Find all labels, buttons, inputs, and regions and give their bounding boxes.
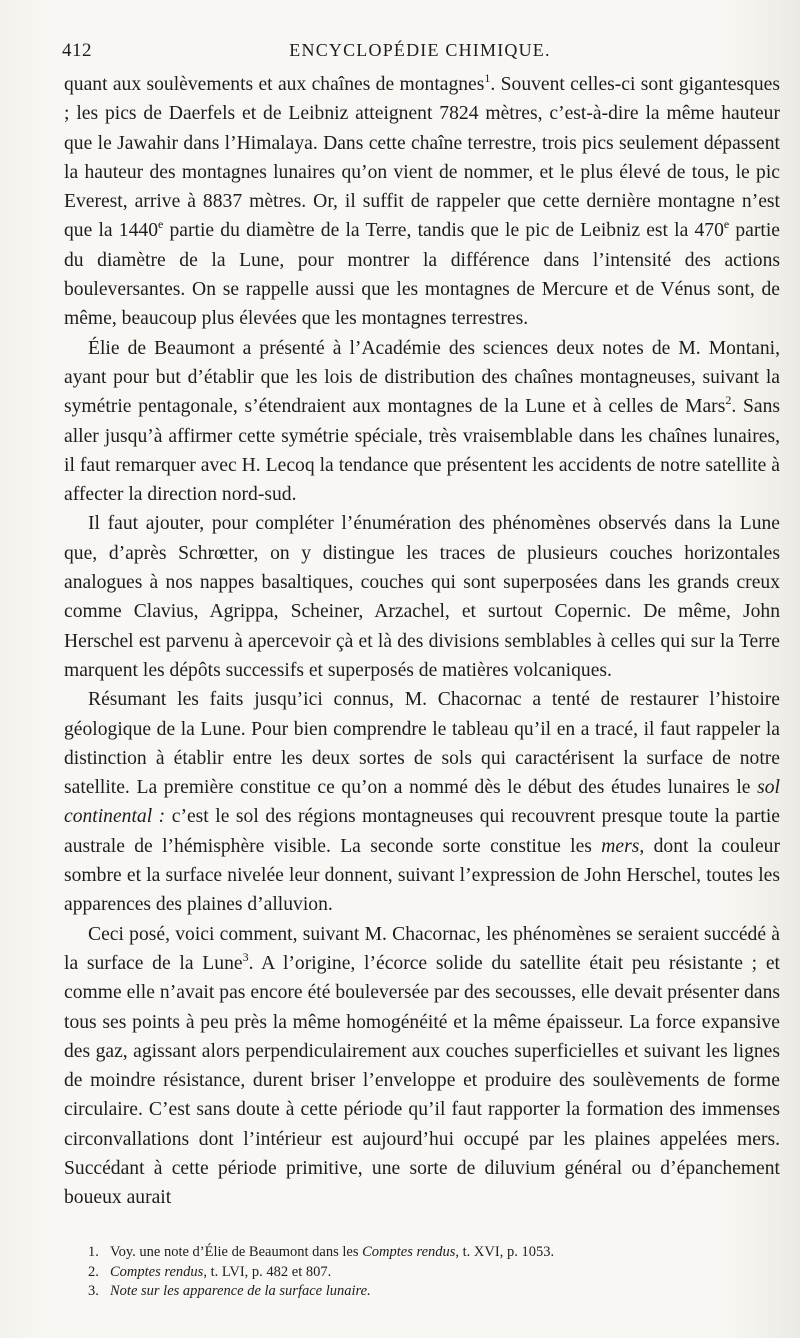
paragraph-2-part-1: Élie de Beaumont a présenté à l’Académie des sciences deux notes de M. Montani, ayant pour but d’établir que les lois de distribution des chaînes montagneuses, suivant la symétrie pentagonale, s’étendraient aux montagnes de la Lune et à celles de Mars [64, 337, 780, 418]
page-number: 412 [62, 40, 92, 61]
paragraph-3: Il faut ajouter, pour compléter l’énumération des phénomènes observés dans la Lune que, d’après Schrœtter, on y distingue les traces de plusieurs couches horizontales analogues à nos nappes basaltiques, couches qui sont superposées dans les grands creux comme Clavius, Agrippa, Scheiner, Arzachel, et surtout Copernic. De même, John Herschel est parvenu à apercevoir çà et là des divisions semblables à celles qui sur la Terre marquent les dépôts successifs et superposés de matières volcaniques. [64, 513, 780, 681]
footnote-1 [88, 1243, 768, 1263]
page-header [62, 40, 778, 64]
footnote-3 [88, 1282, 768, 1302]
ordinal-suffix-2: e [723, 217, 730, 232]
paragraph-1-part-3: partie du diamètre de la Terre, tandis que le pic de Leibniz est la 470 [163, 220, 724, 242]
footnote-citation: Comptes rendus [110, 1263, 204, 1280]
paragraph-4-part-1: Résumant les faits jusqu’ici connus, M. Chacornac a tenté de restaurer l’histoire géologique de la Lune. Pour bien comprendre le tableau qu’il en a tracé, il faut rappeler la distinction à établir entre les deux sortes de sols qui caractérisent la surface de notre satellite. La première constitue ce qu’on a nommé dès le début des études lunaires le [64, 689, 780, 799]
running-title: ENCYCLOPÉDIE CHIMIQUE. [289, 40, 551, 60]
ordinal-suffix-1: e [158, 217, 164, 232]
paragraph-1 [64, 70, 780, 334]
footnote-number: 2. [88, 1263, 99, 1280]
footnote-ref-2: 2 [725, 393, 732, 408]
footnote-citation: Comptes rendus [362, 1244, 456, 1260]
paragraph-5-part-1: Ceci posé, voici comment, suivant M. Chacornac, les phénomènes se seraient succédé à la surface de la Lune [64, 923, 780, 974]
footnote-text: Voy. une note d’Élie de Beaumont dans les [110, 1244, 363, 1260]
term-mers: mers [601, 835, 640, 857]
paragraph-1-part-1: quant aux soulèvements et aux chaînes de montagnes [64, 74, 485, 95]
paragraph-5-part-2: . A l’origine, l’écorce solide du satellite était peu résistante ; et comme elle n’avait pas encore été bouleversée par des secousses, elle devait présenter dans tous ses points à peu près la même homogénéité et la même épaisseur. La force expansive des gaz, agissant alors perpendiculairement aux couches superficielles et suivant les lignes de moindre résistance, durent briser l’enveloppe et produire des soulèvements de forme circulaire. C’est sans doute à cette période qu’il faut rapporter la formation des immenses circonvallations dont l’intérieur est aujourd’hui occupé par les plaines appelées mers. Succédant à cette période primitive, une sorte de diluvium général ou d’épanchement boueux aurait [64, 952, 780, 1209]
footnote-text: , t. LVI, p. 482 et 807. [203, 1263, 332, 1280]
footnote-text: , t. XVI, p. 1053. [455, 1244, 555, 1260]
footnote-ref-3: 3 [242, 949, 249, 964]
footnotes [88, 1243, 768, 1302]
paragraph-2-part-2: . Sans aller jusqu’à affirmer cette symétrie spéciale, très vraisemblable dans les chaînes lunaires, il faut remarquer avec H. Lecoq la tendance que présentent les accidents de notre satellite à affecter la direction nord-sud. [64, 396, 780, 506]
footnote-citation: Note sur les apparence de la surface lunaire. [110, 1283, 371, 1299]
footnote-number: 3. [88, 1283, 99, 1299]
body-text [64, 70, 780, 1213]
paragraph-2 [64, 334, 780, 510]
footnote-ref-1: 1 [484, 71, 491, 85]
footnote-2 [88, 1263, 768, 1283]
footnote-number: 1. [88, 1244, 99, 1260]
paragraph-4-part-3: , dont la couleur sombre et la surface nivelée leur donnent, suivant l’expression de John Herschel, toutes les apparences des plaines d’alluvion. [64, 835, 780, 916]
paragraph-5 [64, 920, 780, 1213]
term-sol-continental: sol continental : [64, 777, 780, 828]
paragraph-1-part-2: . Souvent celles-ci sont gigantesques ; les pics de Daerfels et de Leibniz atteignent 7824 mètres, c’est-à-dire la même hauteur que le Jawahir dans l’Himalaya. Dans cette chaîne terrestre, trois pics seulement dépassent la hauteur des montagnes lunaires qu’on vient de nommer, et le plus élevé de tous, le pic Everest, arrive à 8837 mètres. Or, il suffit de rappeler que cette dernière montagne n’est que la 1440 [64, 74, 780, 242]
paragraph-1-part-4: partie du diamètre de la Lune, pour montrer la différence dans l’intensité des actions bouleversantes. On se rappelle aussi que les montagnes de Mercure et de Vénus sont, de même, beaucoup plus élevées que les montagnes terrestres. [64, 220, 780, 330]
paragraph-4 [64, 685, 780, 919]
paragraph-4-part-2: c’est le sol des régions montagneuses qui recouvrent presque toute la partie australe de l’hémisphère visible. La seconde sorte constitue les [64, 806, 781, 857]
